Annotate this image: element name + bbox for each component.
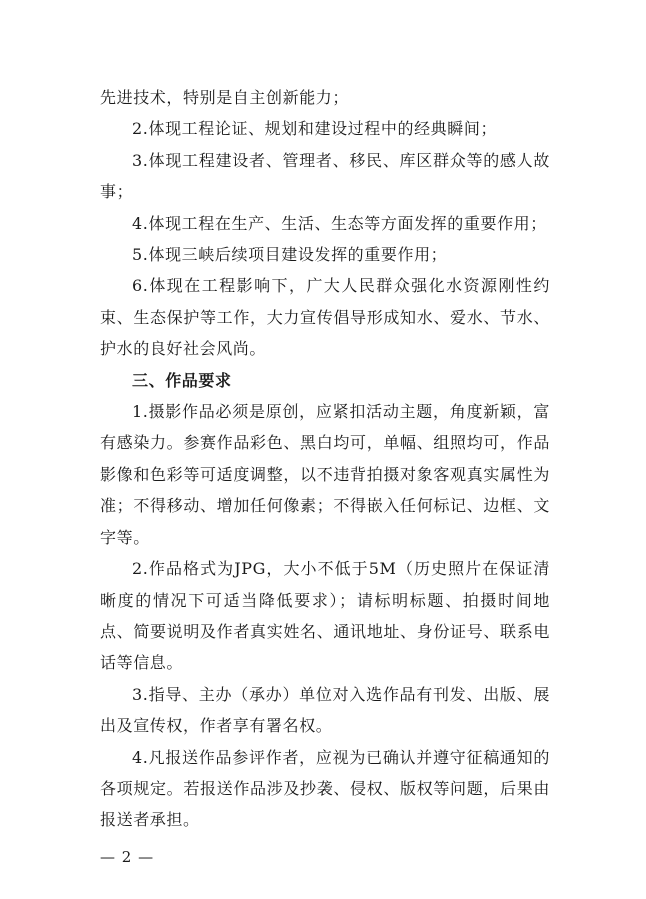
paragraph-item-6: 6.体现在工程影响下，广大人民群众强化水资源刚性约束、生态保护等工作，大力宣传倡导形成知水、爱水、节水、护水的良好社会风尚。	[100, 276, 550, 359]
paragraph-item-3: 3.体现工程建设者、管理者、移民、库区群众等的感人故事；	[100, 150, 550, 202]
requirement-item-4: 4.凡报送作品参评作者，应视为已确认并遵守征稿通知的各项规定。若报送作品涉及抄袭、侵权、版权等问题，后果由报送者承担。	[100, 747, 550, 830]
requirement-item-1: 1.摄影作品必须是原创，应紧扣活动主题，角度新颖，富有感染力。参赛作品彩色、黑白均可，单幅、组照均可，作品影像和色彩等可适度调整，以不违背拍摄对象客观真实属性为准；不得移动、增加任何像素；不得嵌入任何标记、边框、文字等。	[100, 402, 550, 547]
section-heading: 三、作品要求	[132, 370, 232, 390]
paragraph-continuation: 先进技术，特别是自主创新能力；	[100, 88, 350, 107]
page-number: — 2 —	[100, 848, 155, 866]
paragraph-item-5: 5.体现三峡后续项目建设发挥的重要作用；	[132, 245, 448, 265]
paragraph-item-2: 2.体现工程论证、规划和建设过程中的经典瞬间；	[132, 119, 498, 139]
paragraph-item-4: 4.体现工程在生产、生活、生态等方面发挥的重要作用；	[132, 213, 547, 233]
document-body	[100, 82, 550, 836]
requirement-item-2: 2.作品格式为JPG，大小不低于5M（历史照片在保证清晰度的情况下可适当降低要求）；请标明标题、拍摄时间地点、简要说明及作者真实姓名、通讯地址、身份证号、联系电话等信息。	[100, 559, 550, 673]
requirement-item-3: 3.指导、主办（承办）单位对入选作品有刊发、出版、展出及宣传权，作者享有署名权。	[100, 684, 550, 736]
